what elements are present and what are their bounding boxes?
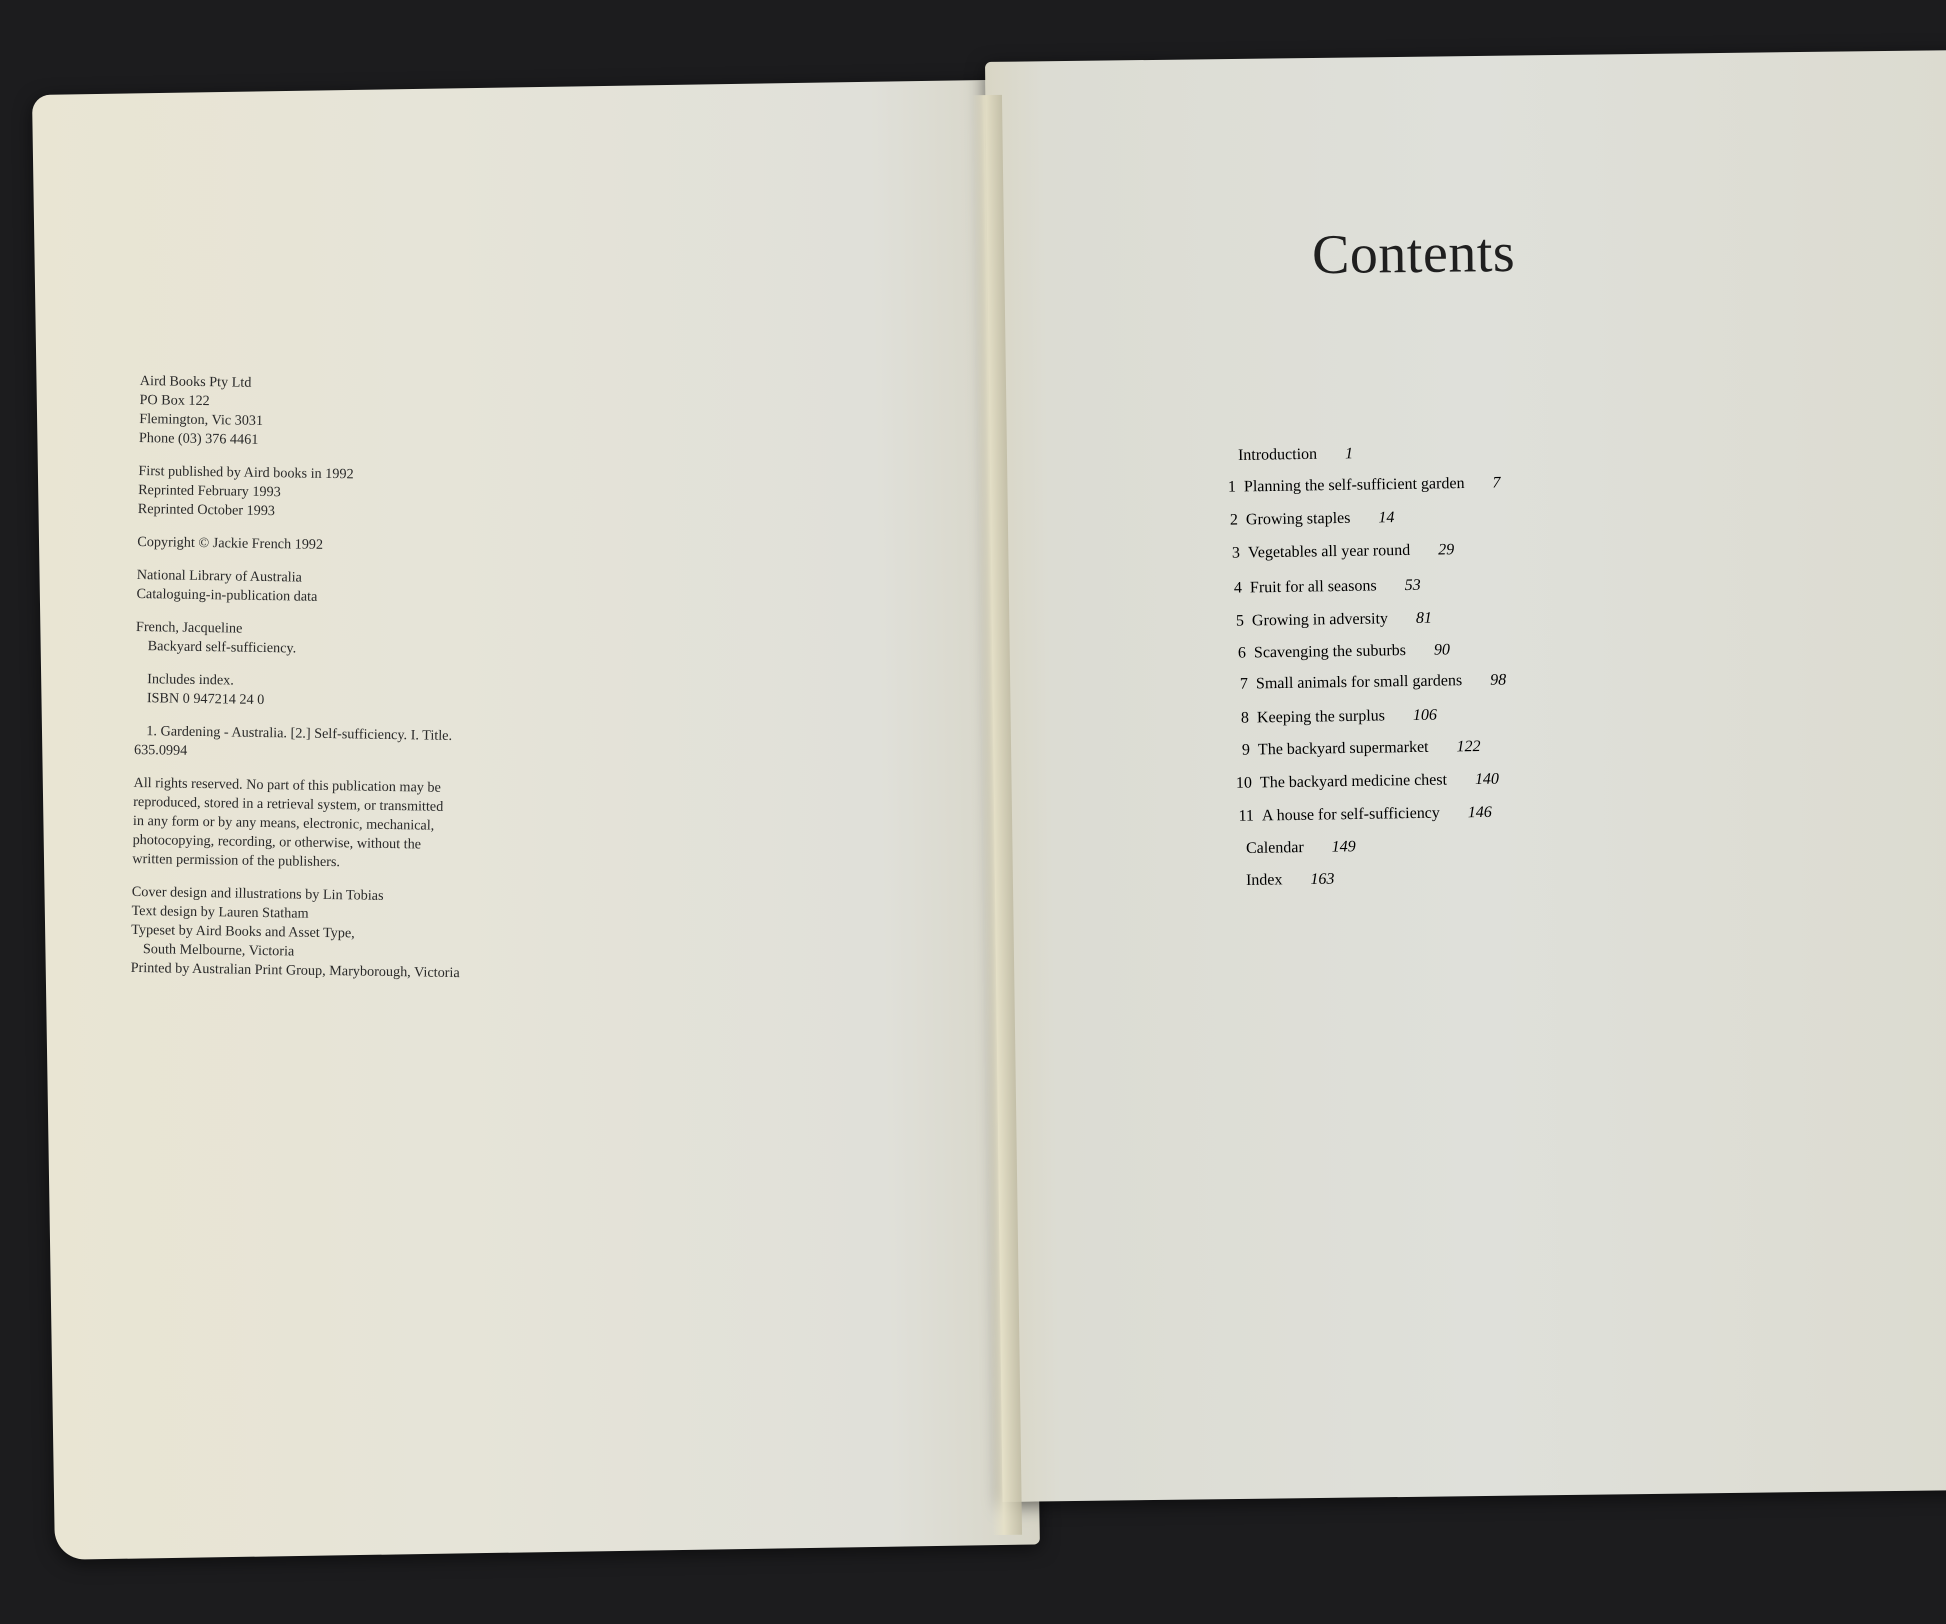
cataloguing-heading bbox=[136, 566, 657, 612]
publisher-line: PO Box 122 bbox=[139, 391, 210, 410]
isbn-entry bbox=[135, 670, 656, 716]
toc-page-number: 122 bbox=[1456, 737, 1481, 756]
toc-chapter-number: 1 bbox=[1227, 478, 1237, 496]
history-line: Reprinted October 1993 bbox=[137, 500, 276, 520]
credits bbox=[130, 883, 651, 986]
isbn-line: ISBN 0 947214 24 0 bbox=[146, 690, 265, 708]
toc-chapter-number: 7 bbox=[1239, 675, 1249, 693]
subjects-line: 1. Gardening - Australia. [2.] Self-sufficiency. I. Title. bbox=[146, 723, 453, 744]
toc-chapter-number: 2 bbox=[1229, 511, 1239, 529]
toc-page-number: 14 bbox=[1378, 509, 1395, 527]
toc-chapter-title: Growing staples bbox=[1245, 509, 1351, 529]
credit-line: Cover design and illustrations by Lin Tobias bbox=[131, 883, 384, 904]
copyright-notice bbox=[137, 533, 657, 560]
history-line: First published by Aird books in 1992 bbox=[138, 462, 354, 483]
toc-chapter-number: 6 bbox=[1237, 644, 1247, 662]
toc-page-number: 81 bbox=[1415, 609, 1433, 627]
toc-entry bbox=[1238, 445, 1353, 465]
toc-page-number: 106 bbox=[1412, 706, 1438, 724]
rights-notice bbox=[132, 774, 653, 877]
credit-line: Typeset by Aird Books and Asset Type, bbox=[131, 921, 355, 942]
rights-line: reproduced, stored in a retrieval system, or transmitted bbox=[133, 793, 444, 815]
toc-entry bbox=[1218, 641, 1450, 663]
toc-entry bbox=[1216, 610, 1432, 631]
history-line: Reprinted February 1993 bbox=[138, 481, 281, 501]
rights-line: photocopying, recording, or otherwise, without the bbox=[132, 831, 422, 853]
publisher-line: Flemington, Vic 3031 bbox=[139, 410, 264, 429]
rights-line: All rights reserved. No part of this publication may be bbox=[133, 774, 441, 796]
credit-line: Text design by Lauren Statham bbox=[131, 902, 309, 922]
toc-chapter-number: 8 bbox=[1240, 709, 1250, 727]
toc-page-number: 1 bbox=[1344, 445, 1354, 463]
toc-page-number: 7 bbox=[1492, 474, 1501, 492]
credit-line: Printed by Australian Print Group, Maryborough, Victoria bbox=[130, 959, 460, 982]
toc-chapter-title: Vegetables all year round bbox=[1247, 541, 1411, 562]
toc-entry bbox=[1210, 509, 1395, 530]
cataloguing-line: Cataloguing-in-publication data bbox=[136, 585, 318, 605]
cataloguing-line: National Library of Australia bbox=[136, 566, 302, 586]
imprint-page-text bbox=[130, 372, 660, 1000]
toc-page-number: 90 bbox=[1433, 641, 1451, 659]
classification-line: 635.0994 bbox=[133, 741, 188, 759]
toc-entry bbox=[1246, 838, 1356, 858]
toc-entry bbox=[1221, 707, 1437, 728]
toc-page-number: 146 bbox=[1467, 803, 1492, 822]
publisher-address bbox=[139, 372, 660, 456]
toc-chapter-title: A house for self-sufficiency bbox=[1261, 804, 1440, 825]
toc-chapter-title: Small animals for small gardens bbox=[1255, 672, 1463, 693]
toc-chapter-title: Growing in adversity bbox=[1251, 610, 1389, 630]
toc-page-number: 53 bbox=[1404, 576, 1421, 595]
toc-chapter-number: 9 bbox=[1241, 741, 1251, 759]
toc-page-number: 29 bbox=[1437, 541, 1455, 559]
publication-history bbox=[138, 462, 659, 527]
toc-chapter-number: 4 bbox=[1233, 579, 1243, 597]
rights-line: written permission of the publishers. bbox=[132, 850, 341, 871]
subjects-entry bbox=[134, 722, 655, 768]
toc-entry bbox=[1214, 577, 1421, 598]
credit-line: South Melbourne, Victoria bbox=[142, 941, 295, 960]
author-line: French, Jacqueline bbox=[135, 618, 243, 637]
toc-page-number: 98 bbox=[1490, 671, 1507, 689]
toc-chapter-title: Index bbox=[1245, 871, 1283, 889]
toc-page-number: 140 bbox=[1474, 770, 1500, 789]
toc-chapter-title: Planning the self-sufficient garden bbox=[1243, 474, 1465, 496]
toc-chapter-number: 3 bbox=[1231, 544, 1241, 562]
toc-chapter-number: 5 bbox=[1235, 612, 1245, 630]
toc-entry bbox=[1212, 541, 1454, 563]
toc-chapter-number: 11 bbox=[1238, 807, 1255, 825]
toc-chapter-title: Calendar bbox=[1245, 839, 1304, 857]
toc-chapter-title: The backyard medicine chest bbox=[1259, 771, 1448, 792]
toc-chapter-title: The backyard supermarket bbox=[1257, 738, 1429, 759]
includes-line: Includes index. bbox=[147, 671, 234, 689]
contents-title: Contents bbox=[1311, 221, 1516, 287]
rights-line: in any form or by any means, electronic, mechanical, bbox=[132, 812, 435, 834]
toc-chapter-number: 10 bbox=[1235, 774, 1253, 792]
toc-entry bbox=[1246, 871, 1335, 890]
copyright-line: Copyright © Jackie French 1992 bbox=[137, 533, 324, 553]
toc-chapter-title: Scavenging the suburbs bbox=[1253, 642, 1407, 662]
toc-chapter-title: Introduction bbox=[1237, 445, 1318, 464]
toc-page-number: 149 bbox=[1331, 838, 1356, 856]
publisher-line: Phone (03) 376 4461 bbox=[138, 429, 259, 448]
publisher-line: Aird Books Pty Ltd bbox=[139, 372, 252, 391]
toc-page-number: 163 bbox=[1310, 870, 1335, 888]
toc-chapter-title: Fruit for all seasons bbox=[1249, 577, 1377, 597]
book-title-line: Backyard self-sufficiency. bbox=[147, 638, 297, 657]
author-entry bbox=[136, 618, 657, 664]
toc-chapter-title: Keeping the surplus bbox=[1256, 707, 1386, 727]
